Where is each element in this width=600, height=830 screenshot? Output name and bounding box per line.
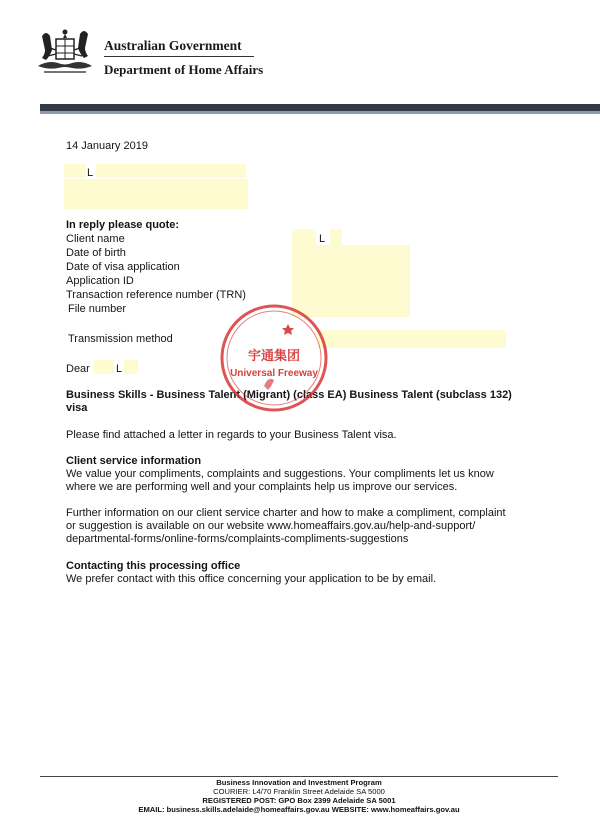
label-application-id: Application ID xyxy=(66,275,134,287)
attached-letter-note: Please find attached a letter in regards to your Business Talent visa. xyxy=(66,429,397,441)
header-divider xyxy=(104,56,254,57)
label-transmission-method: Transmission method xyxy=(68,333,173,345)
contact-heading: Contacting this processing office xyxy=(66,560,241,572)
government-name: Australian Government xyxy=(104,38,242,53)
addressee-initial: L xyxy=(87,167,94,179)
redaction-block xyxy=(94,360,114,374)
redaction-block xyxy=(318,330,506,348)
redaction-block xyxy=(64,164,86,178)
seal-chinese-text: 宇通集团 xyxy=(247,349,301,364)
header-bar-accent xyxy=(40,111,600,114)
footer-divider xyxy=(40,776,558,777)
subject-line: Business Skills - Business Talent (Migrant) (class EA) Business Talent (subclass 132) xyxy=(66,389,512,401)
client-service-text: We value your compliments, complaints and suggestions. Your compliments let us know xyxy=(66,468,494,480)
client-service-info-text: departmental-forms/online-forms/complaints-compliments-suggestions xyxy=(66,533,409,545)
subject-line-continued: visa xyxy=(66,402,88,414)
coat-of-arms-icon xyxy=(34,26,96,78)
redaction-block xyxy=(96,164,246,178)
client-service-info-text: Further information on our client service charter and how to make a compliment, complaint xyxy=(66,507,506,519)
label-file-number: File number xyxy=(68,303,127,315)
reply-heading: In reply please quote: xyxy=(66,219,180,231)
footer-program: Business Innovation and Investment Program xyxy=(216,778,382,787)
client-name-initial: L xyxy=(319,233,326,245)
client-service-info-text: or suggestion is available on our website www.homeaffairs.gov.au/help-and-support/ xyxy=(66,520,476,532)
footer-courier: COURIER: L4/70 Franklin Street Adelaide SA 5000 xyxy=(213,787,385,796)
department-name: Department of Home Affairs xyxy=(104,62,264,77)
label-trn: Transaction reference number (TRN) xyxy=(66,289,246,301)
client-service-text: where we are performing well and your complaints help us improve our services. xyxy=(66,481,458,493)
letter-date: 14 January 2019 xyxy=(66,140,148,152)
redaction-block xyxy=(124,360,138,374)
client-service-heading: Client service information xyxy=(66,455,202,467)
salutation-initial: L xyxy=(116,363,123,375)
footer-email-website: EMAIL: business.skills.adelaide@homeaffairs.gov.au WEBSITE: www.homeaffairs.gov.au xyxy=(138,805,460,814)
label-date-of-birth: Date of birth xyxy=(66,247,126,259)
seal-english-text: Universal Freeway xyxy=(230,368,318,379)
redaction-block xyxy=(330,229,342,245)
redaction-block xyxy=(292,229,316,245)
label-visa-application-date: Date of visa application xyxy=(66,261,180,273)
label-client-name: Client name xyxy=(66,233,125,245)
header-bar xyxy=(40,104,600,111)
footer-registered-post: REGISTERED POST: GPO Box 2399 Adelaide SA 5001 xyxy=(202,796,396,805)
redaction-block xyxy=(64,179,248,209)
company-seal-icon xyxy=(218,302,330,414)
contact-text: We prefer contact with this office concerning your application to be by email. xyxy=(66,573,437,585)
salutation: Dear xyxy=(66,363,90,375)
